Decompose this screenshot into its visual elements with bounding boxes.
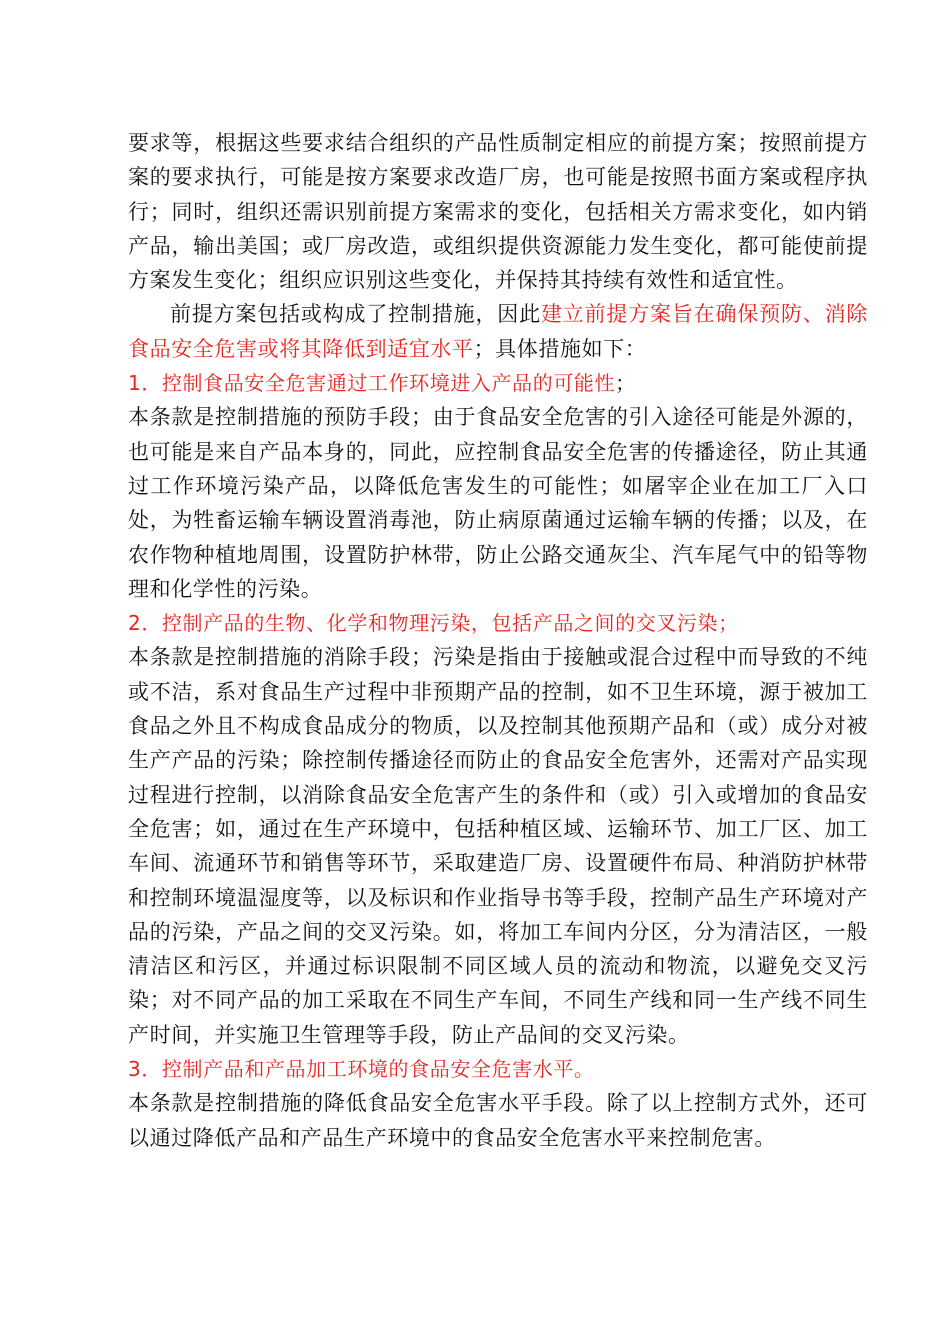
paragraph-prevention: 本条款是控制措施的预防手段；由于食品安全危害的引入途径可能是外源的，也可能是来自产品本身的，同此，应控制食品安全危害的传播途径，防止其通过工作环境污染产品，以降低危害发生的可能性；如屠宰企业在加工厂入口处，为牲畜运输车辆设置消毒池，防止病原菌通过运输车辆的传播；以及，在农作物种植地周围，设置防护林带，防止公路交通灰尘、汽车尾气中的铅等物理和化学性的污染。: [128, 405, 868, 601]
heading-measure-1: [128, 366, 868, 400]
heading-measure-3: 3．控制产品和产品加工环境的食品安全危害水平。: [128, 1057, 595, 1082]
intro-highlight: 建立前提方案旨在确保预防、消除食品安全危害或将其降低到适宜水平: [128, 302, 869, 361]
intro-text-end: ；具体措施如下：: [473, 336, 647, 361]
document-page: [128, 126, 868, 1155]
paragraph-elimination: 本条款是控制措施的消除手段；污染是指由于接触或混合过程中而导致的不纯或不洁，系对食品生产过程中非预期产品的控制，如不卫生环境，源于被加工食品之外且不构成食品成分的物质，以及控制其他预期产品和（或）成分对被生产产品的污染；除控制传播途径而防止的食品安全危害外，还需对产品实现过程进行控制，以消除食品安全危害产生的条件和（或）引入或增加的食品安全危害；如，通过在生产环境中，包括种植区域、运输环节、加工厂区、加工车间、流通环节和销售等环节，采取建造厂房、设置硬件布局、种消防护林带和控制环境温湿度等，以及标识和作业指导书等手段，控制产品生产环境对产品的污染，产品之间的交叉污染。如，将加工车间内分区，分为清洁区，一般清洁区和污区，并通过标识限制不同区域人员的流动和物流，以避免交叉污染；对不同产品的加工采取在不同生产车间，不同生产线和同一生产线不同生产时间，并实施卫生管理等手段，防止产品间的交叉污染。: [128, 645, 868, 1047]
heading-measure-1-suffix: ；: [615, 371, 636, 396]
intro-text: 前提方案包括或构成了控制措施，因此: [170, 302, 541, 327]
paragraph-prerequisite-requirements: 要求等，根据这些要求结合组织的产品性质制定相应的前提方案；按照前提方案的要求执行，可能是按方案要求改造厂房，也可能是按照书面方案或程序执行；同时，组织还需识别前提方案需求的变化，包括相关方需求变化，如内销产品，输出美国；或厂房改造，或组织提供资源能力发生变化，都可能使前提方案发生变化；组织应识别这些变化，并保持其持续有效性和适宜性。: [128, 131, 868, 293]
heading-measure-2: 2．控制产品的生物、化学和物理污染，包括产品之间的交叉污染；: [128, 611, 739, 636]
heading-measure-1-text: 1．控制食品安全危害通过工作环境进入产品的可能性: [128, 371, 616, 396]
paragraph-control-measures-intro: [128, 297, 868, 366]
paragraph-reduction: 本条款是控制措施的降低食品安全危害水平手段。除了以上控制方式外，还可以通过降低产品和产品生产环境中的食品安全危害水平来控制危害。: [128, 1091, 868, 1150]
